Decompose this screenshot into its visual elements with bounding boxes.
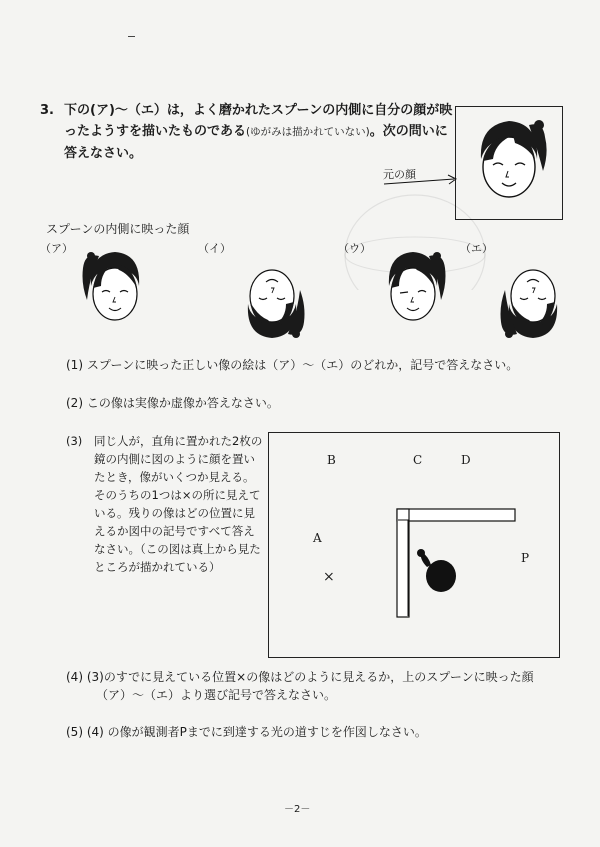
- subquestion-1: [66, 356, 518, 374]
- subquestion-2-number: (2): [66, 396, 83, 410]
- top-mark: [128, 36, 135, 37]
- subquestion-4-line2: （ア）～（エ）より選び記号で答えなさい。: [96, 688, 337, 702]
- face-label-u: （ウ）: [338, 242, 371, 255]
- face-a-illustration: [80, 248, 150, 332]
- label-p: P: [521, 551, 530, 565]
- label-c: C: [413, 453, 423, 467]
- subquestion-3: [66, 432, 266, 576]
- subquestion-1-number: (1): [66, 358, 83, 372]
- question-intro: [40, 100, 460, 164]
- subquestion-4: [66, 668, 534, 686]
- face-label-i: （イ）: [198, 242, 231, 255]
- label-a: A: [313, 531, 322, 545]
- face-label-e: （エ）: [460, 242, 493, 255]
- subquestion-3-text: 同じ人が，直角に置かれた2枚の鏡の内側に図のように顔を置いたとき，像がいくつか見える。そのうちの1つは×の所に見えている。残りの像はどの位置に見えるか図中の記号ですべて答えなさい。（この図は真上から見たところが描かれている）: [94, 434, 263, 574]
- face-e-illustration: [498, 258, 568, 342]
- question-intro-end: 。次の問いに答えなさい。: [64, 124, 448, 161]
- horizontal-mirror: [397, 509, 515, 521]
- label-b: B: [327, 453, 336, 467]
- original-face-label: 元の顔: [383, 168, 416, 181]
- subquestion-3-number: (3): [66, 434, 83, 448]
- vertical-mirror: [397, 509, 409, 617]
- question-intro-note: (ゆがみは描かれていない): [246, 126, 370, 138]
- head-top-view: [417, 549, 456, 592]
- question-intro-main: 下の(ア)～（エ）は，よく磨かれたスプーンの内側に自分の顔が映ったようすを描いたものである: [64, 103, 453, 139]
- question-number: 3.: [40, 103, 54, 118]
- subquestion-4-text-line1: (3)のすでに見えている位置×の像はどのように見えるか，上のスプーンに映った顔: [86, 670, 534, 684]
- face-u-illustration: [378, 248, 448, 332]
- mirror-diagram: [268, 432, 560, 658]
- subquestion-5-number: (5): [66, 725, 83, 739]
- image-position-mark: ×: [323, 569, 335, 585]
- spoon-section-label: スプーンの内側に映った顔: [46, 222, 190, 236]
- subquestion-4-number: (4): [66, 670, 83, 684]
- subquestion-5-text: (4) の像が観測者Pまでに到達する光の道すじを作図しなさい。: [86, 725, 427, 739]
- subquestion-2-text: この像は実像か虚像か答えなさい。: [86, 396, 279, 410]
- subquestion-1-text: スプーンに映った正しい像の絵は（ア）～（エ）のどれか，記号で答えなさい。: [86, 358, 519, 372]
- face-i-illustration: [237, 258, 307, 342]
- subquestion-2: [66, 394, 279, 412]
- face-label-a: （ア）: [40, 242, 73, 255]
- label-d: D: [461, 453, 471, 467]
- page-number: －2－: [284, 804, 311, 815]
- subquestion-5: [66, 723, 427, 741]
